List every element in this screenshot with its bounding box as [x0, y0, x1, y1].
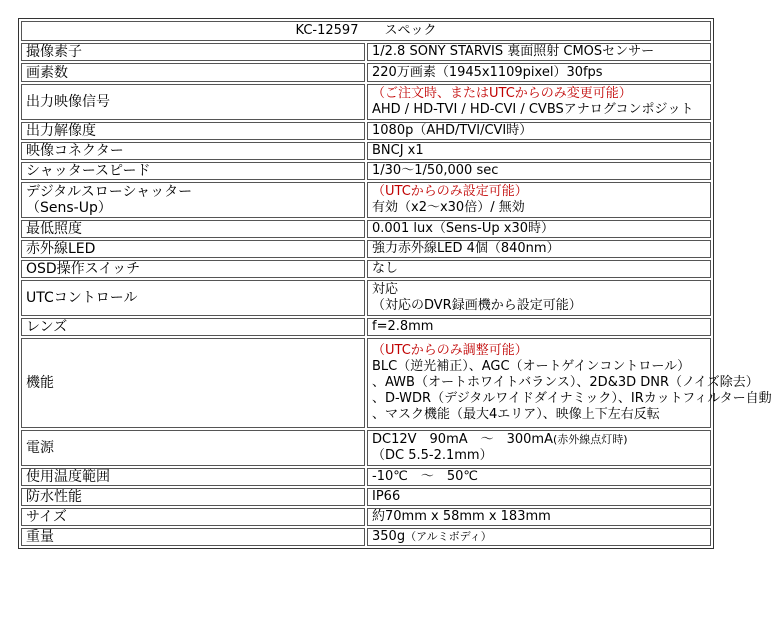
spec-label-text: レンズ	[26, 319, 68, 335]
spec-value-line	[372, 44, 706, 60]
spec-value-text: 、マスク機能（最大4エリア）、映像上下左右反転	[372, 407, 660, 422]
spec-label-text: 出力解像度	[26, 123, 96, 139]
spec-label-text: 映像コネクター	[26, 143, 124, 159]
spec-value-line	[372, 102, 706, 118]
spec-value-line	[372, 391, 772, 407]
spec-label	[21, 43, 365, 61]
spec-row	[21, 260, 711, 278]
spec-label-text: シャッタースピード	[26, 163, 151, 179]
spec-value	[367, 318, 711, 336]
spec-value-text: 350g	[372, 529, 406, 544]
spec-label	[21, 338, 365, 428]
spec-value-text: 1/2.8 SONY STARVIS 裏面照射 CMOSセンサー	[372, 44, 655, 59]
spec-value-text: 強力赤外線LED 4個（840nm）	[372, 241, 560, 256]
spec-value	[367, 162, 711, 180]
spec-value-text: 対応	[372, 282, 399, 297]
spec-value	[367, 468, 711, 486]
spec-label-text: 出力映像信号	[26, 94, 110, 110]
spec-value	[367, 280, 711, 316]
spec-value-text: AHD / HD-TVI / HD-CVI / CVBSアナログコンポジット	[372, 102, 694, 117]
spec-row	[21, 182, 711, 218]
spec-value-line	[372, 319, 706, 335]
spec-value-line	[372, 65, 706, 81]
spec-row	[21, 468, 711, 486]
spec-label	[21, 318, 365, 336]
spec-value-line	[372, 489, 706, 505]
spec-label-text-2: （Sens-Up）	[26, 200, 112, 216]
spec-value	[367, 508, 711, 526]
spec-title: KC-12597 スペック	[21, 21, 711, 41]
spec-value-line	[372, 432, 706, 448]
spec-row	[21, 220, 711, 238]
spec-value-line	[372, 261, 706, 277]
spec-row	[21, 142, 711, 160]
spec-value-line	[372, 143, 706, 159]
spec-value-text: 0.001 lux（Sens-Up x30時）	[372, 221, 554, 236]
spec-label-text: 撮像素子	[26, 44, 82, 60]
spec-label	[21, 84, 365, 120]
spec-value-line	[372, 448, 706, 464]
spec-value	[367, 488, 711, 506]
spec-value-text: （対応のDVR録画機から設定可能）	[372, 298, 582, 313]
spec-value-text: 220万画素（1945x1109pixel）30fps	[372, 64, 603, 80]
spec-label	[21, 240, 365, 258]
spec-row	[21, 84, 711, 120]
spec-table-body	[21, 21, 772, 546]
spec-label-text: サイズ	[26, 509, 67, 525]
spec-value	[367, 122, 711, 140]
spec-value-line	[372, 282, 706, 298]
spec-value-line	[372, 509, 706, 525]
spec-label	[21, 122, 365, 140]
spec-value-text: 1/30～1/50,000 sec	[372, 163, 499, 178]
spec-label	[21, 220, 365, 238]
spec-value	[367, 338, 772, 428]
spec-value	[367, 528, 711, 546]
spec-value-text: 1080p（AHD/TVI/CVI時）	[372, 123, 533, 138]
spec-value-text: （UTCからのみ調整可能）	[372, 343, 528, 358]
spec-label	[21, 162, 365, 180]
spec-value-suffix: (赤外線点灯時)	[553, 433, 628, 446]
spec-value-line	[372, 407, 706, 423]
spec-value-text: （ご注文時、またはUTCからのみ変更可能）	[372, 86, 632, 101]
spec-label-text: 画素数	[26, 64, 68, 81]
spec-value	[367, 142, 711, 160]
spec-value-line	[372, 298, 706, 314]
spec-label	[21, 508, 365, 526]
spec-value	[367, 182, 711, 218]
spec-row	[21, 338, 711, 428]
spec-label-text: UTCコントロール	[26, 290, 138, 306]
spec-value	[367, 63, 711, 82]
spec-value-line	[372, 375, 759, 391]
spec-value-text: BLC（逆光補正）、AGC（オートゲインコントロール）	[372, 359, 691, 374]
spec-row	[21, 280, 711, 316]
spec-value-suffix: （アルミボディ）	[405, 530, 492, 543]
spec-label-text: 防水性能	[26, 489, 82, 505]
spec-value-text: -10℃ ～ 50℃	[372, 469, 478, 484]
spec-value-line	[372, 529, 706, 545]
spec-value-line	[372, 469, 706, 485]
spec-value-text: DC12V 90mA ～ 300mA	[372, 432, 553, 447]
spec-row	[21, 318, 711, 336]
spec-value-text: （UTCからのみ設定可能）	[372, 184, 528, 199]
spec-value	[367, 240, 711, 258]
spec-value-text: 、AWB（オートホワイトバランス）、2D&3D DNR（ノイズ除去）	[372, 375, 759, 390]
spec-value-text: なし	[372, 261, 399, 276]
spec-value	[367, 43, 711, 61]
spec-value	[367, 430, 711, 466]
spec-value-text: 約70mm x 58mm x 183mm	[372, 509, 551, 524]
spec-value-text: （DC 5.5-2.1mm）	[372, 448, 493, 463]
spec-note-red	[372, 86, 706, 102]
spec-value-line	[372, 359, 706, 375]
spec-label-text: デジタルスローシャッター	[26, 184, 193, 200]
title-row	[21, 21, 711, 41]
spec-value-text: f=2.8mm	[372, 319, 434, 334]
spec-value	[367, 220, 711, 238]
spec-label-text: 赤外線LED	[26, 241, 96, 257]
spec-row	[21, 63, 711, 82]
spec-label	[21, 280, 365, 316]
spec-label-text: 使用温度範囲	[26, 469, 110, 485]
spec-value	[367, 84, 711, 120]
spec-label	[21, 528, 365, 546]
spec-label-text: OSD操作スイッチ	[26, 261, 141, 277]
spec-row	[21, 528, 711, 546]
spec-value-line	[372, 163, 706, 179]
spec-label-text: 最低照度	[26, 221, 82, 237]
spec-note-red	[372, 343, 706, 359]
spec-label-text: 機能	[26, 375, 54, 391]
spec-value-line	[372, 200, 706, 216]
spec-label	[21, 182, 365, 218]
spec-label-text: 重量	[26, 529, 54, 545]
spec-value-text: 、D-WDR（デジタルワイドダイナミック）、IRカットフィルター自動	[372, 391, 772, 406]
spec-label	[21, 142, 365, 160]
spec-row	[21, 430, 711, 466]
spec-label	[21, 430, 365, 466]
spec-table	[18, 18, 772, 549]
spec-row	[21, 162, 711, 180]
spec-label	[21, 488, 365, 506]
spec-note-red	[372, 184, 706, 200]
spec-row	[21, 122, 711, 140]
spec-row	[21, 240, 711, 258]
spec-value-text: BNCJ x1	[372, 143, 424, 158]
spec-value	[367, 260, 711, 278]
spec-label	[21, 260, 365, 278]
spec-value-line	[372, 241, 706, 257]
spec-value-text: 有効（x2～x30倍）/ 無効	[372, 200, 525, 215]
spec-value-line	[372, 221, 706, 237]
spec-label	[21, 63, 365, 82]
spec-label	[21, 468, 365, 486]
spec-row	[21, 43, 711, 61]
spec-row	[21, 508, 711, 526]
spec-label-text: 電源	[26, 440, 54, 456]
spec-row	[21, 488, 711, 506]
spec-value-line	[372, 123, 706, 139]
spec-value-text: IP66	[372, 489, 401, 504]
